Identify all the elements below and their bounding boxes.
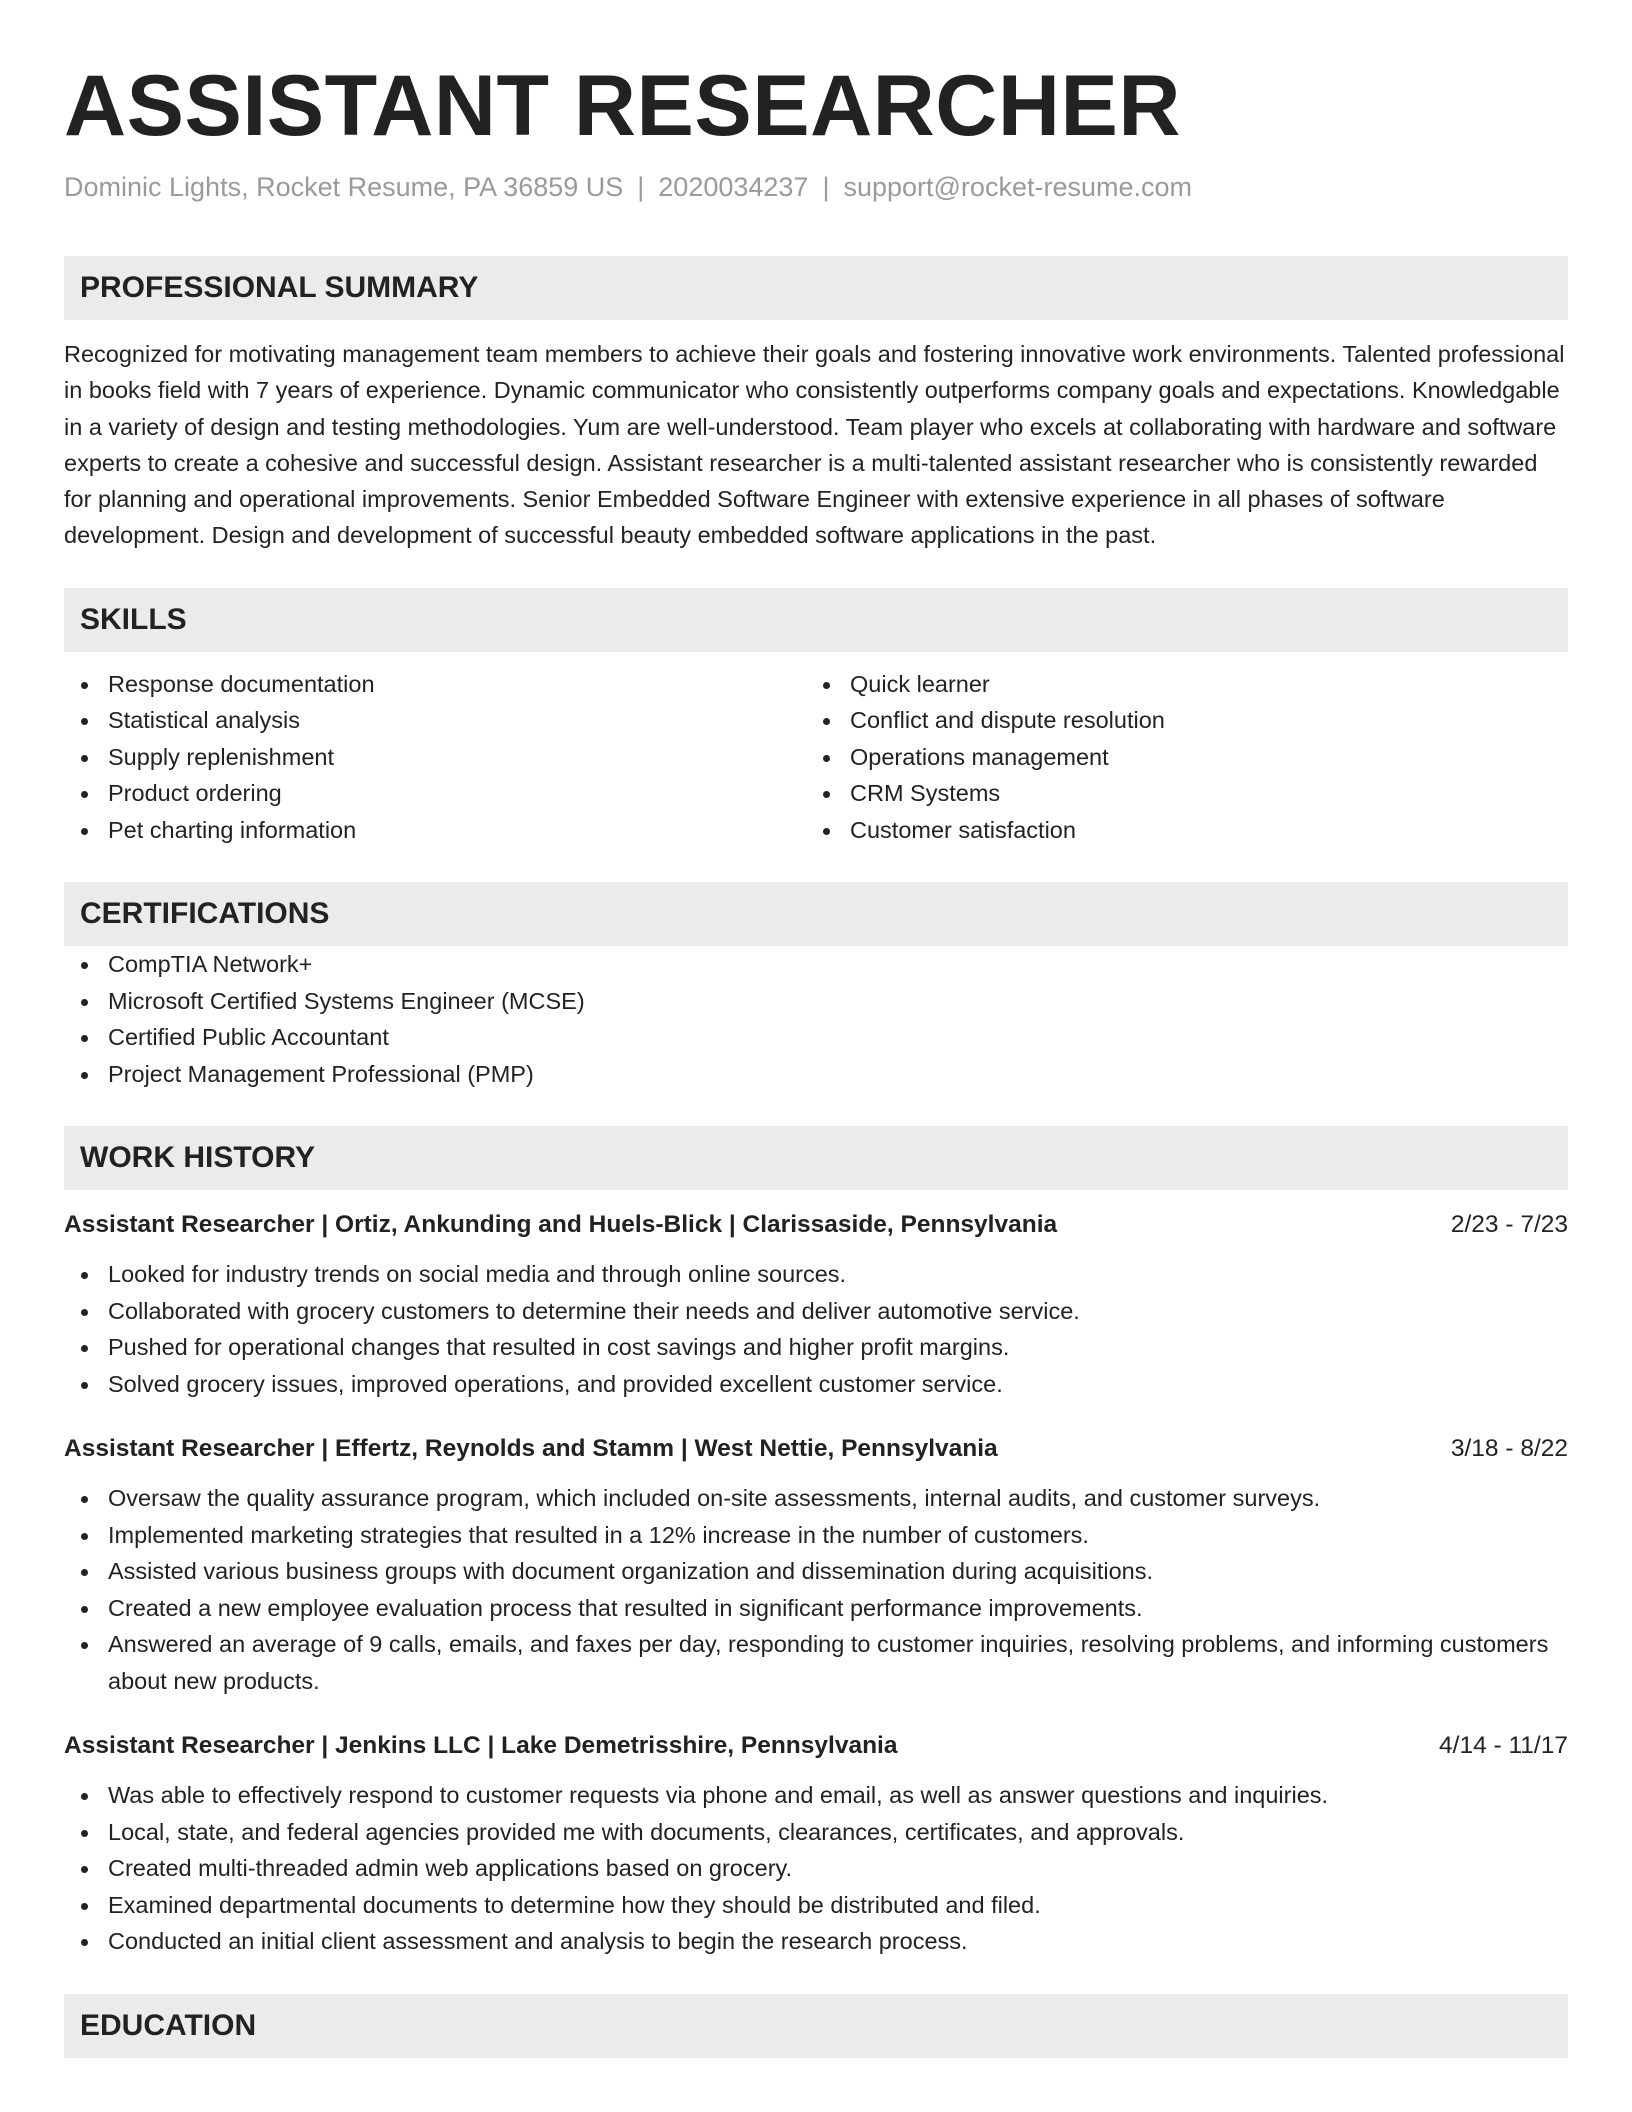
job-header bbox=[64, 1208, 1568, 1242]
job-title: Assistant Researcher | Effertz, Reynolds and Stamm | West Nettie, Pennsylvania bbox=[64, 1435, 998, 1463]
job-bullet: Was able to effectively respond to customer requests via phone and email, as well as answer questions and inquiries. bbox=[64, 1777, 1568, 1814]
job-bullet: Oversaw the quality assurance program, which included on-site assessments, internal audits, and customer surveys. bbox=[64, 1480, 1568, 1517]
skill-item: Conflict and dispute resolution bbox=[806, 702, 1548, 739]
certifications-list bbox=[64, 946, 1568, 1092]
job-bullet: Answered an average of 9 calls, emails, and faxes per day, responding to customer inquiries, resolving problems, and informing customers about new products. bbox=[64, 1626, 1568, 1699]
job-entry bbox=[64, 1208, 1568, 1402]
certification-item: Project Management Professional (PMP) bbox=[64, 1056, 1568, 1093]
skill-item: Supply replenishment bbox=[64, 739, 806, 776]
job-bullet: Created multi-threaded admin web applications based on grocery. bbox=[64, 1850, 1568, 1887]
job-entry bbox=[64, 1432, 1568, 1699]
certification-item: Certified Public Accountant bbox=[64, 1019, 1568, 1056]
job-entry bbox=[64, 1729, 1568, 1960]
education-heading: EDUCATION bbox=[64, 1994, 1568, 2058]
job-bullet: Assisted various business groups with document organization and dissemination during acquisitions. bbox=[64, 1553, 1568, 1590]
contact-phone: 2020034237 bbox=[658, 172, 809, 202]
job-bullet: Implemented marketing strategies that resulted in a 12% increase in the number of customers. bbox=[64, 1517, 1568, 1554]
job-bullets bbox=[64, 1256, 1568, 1402]
job-bullet: Solved grocery issues, improved operations, and provided excellent customer service. bbox=[64, 1366, 1568, 1403]
job-dates: 4/14 - 11/17 bbox=[1439, 1732, 1568, 1760]
job-header bbox=[64, 1432, 1568, 1466]
job-bullet: Collaborated with grocery customers to determine their needs and deliver automotive service. bbox=[64, 1293, 1568, 1330]
job-bullet: Local, state, and federal agencies provided me with documents, clearances, certificates, and approvals. bbox=[64, 1814, 1568, 1851]
job-bullet: Created a new employee evaluation process that resulted in significant performance improvements. bbox=[64, 1590, 1568, 1627]
certifications-heading: CERTIFICATIONS bbox=[64, 882, 1568, 946]
resume-page bbox=[64, 0, 1568, 2058]
summary-text: Recognized for motivating management team members to achieve their goals and fostering innovative work environments. Talented professional in books field with 7 years of experience. Dynamic communicator who consistently outperforms company goals and expectations. Knowledgable in a variety of design and testing methodologies. Yum are well-understood. Team player who excels at collaborating with hardware and software experts to create a cohesive and successful design. Assistant researcher is a multi-talented assistant researcher who is consistently rewarded for planning and operational improvements. Senior Embedded Software Engineer with extensive experience in all phases of software development. Design and development of successful beauty embedded software applications in the past. bbox=[64, 341, 1565, 549]
summary-heading: PROFESSIONAL SUMMARY bbox=[64, 256, 1568, 320]
skill-item: Statistical analysis bbox=[64, 702, 806, 739]
certification-item: CompTIA Network+ bbox=[64, 946, 1568, 983]
contact-address: Dominic Lights, Rocket Resume, PA 36859 US bbox=[64, 172, 624, 202]
skill-item: Product ordering bbox=[64, 775, 806, 812]
job-bullets bbox=[64, 1777, 1568, 1960]
job-title: Assistant Researcher | Ortiz, Ankunding and Huels-Blick | Clarissaside, Pennsylvania bbox=[64, 1211, 1058, 1239]
skill-item: Customer satisfaction bbox=[806, 812, 1548, 849]
job-dates: 2/23 - 7/23 bbox=[1450, 1211, 1568, 1239]
contact-separator: | bbox=[637, 172, 645, 202]
skill-item: Response documentation bbox=[64, 666, 806, 703]
skill-item: Pet charting information bbox=[64, 812, 806, 849]
job-bullet: Looked for industry trends on social media and through online sources. bbox=[64, 1256, 1568, 1293]
skill-item: CRM Systems bbox=[806, 775, 1548, 812]
skills-column-right bbox=[806, 666, 1548, 849]
skill-item: Operations management bbox=[806, 739, 1548, 776]
job-bullet: Examined departmental documents to determine how they should be distributed and filed. bbox=[64, 1887, 1568, 1924]
job-header bbox=[64, 1729, 1568, 1763]
resume-name: ASSISTANT RESEARCHER bbox=[64, 58, 1181, 154]
skills-heading: SKILLS bbox=[64, 588, 1568, 652]
job-bullets bbox=[64, 1480, 1568, 1699]
contact-email: support@rocket-resume.com bbox=[843, 172, 1192, 202]
skills-column-left bbox=[64, 666, 806, 849]
job-bullet: Conducted an initial client assessment and analysis to begin the research process. bbox=[64, 1923, 1568, 1960]
skill-item: Quick learner bbox=[806, 666, 1548, 703]
contact-line bbox=[64, 170, 1568, 204]
job-dates: 3/18 - 8/22 bbox=[1450, 1435, 1568, 1463]
certification-item: Microsoft Certified Systems Engineer (MCSE) bbox=[64, 983, 1568, 1020]
skills-list bbox=[64, 666, 1568, 849]
work-history-heading: WORK HISTORY bbox=[64, 1126, 1568, 1190]
job-title: Assistant Researcher | Jenkins LLC | Lake Demetrisshire, Pennsylvania bbox=[64, 1732, 898, 1760]
contact-separator: | bbox=[822, 172, 830, 202]
job-bullet: Pushed for operational changes that resulted in cost savings and higher profit margins. bbox=[64, 1329, 1568, 1366]
